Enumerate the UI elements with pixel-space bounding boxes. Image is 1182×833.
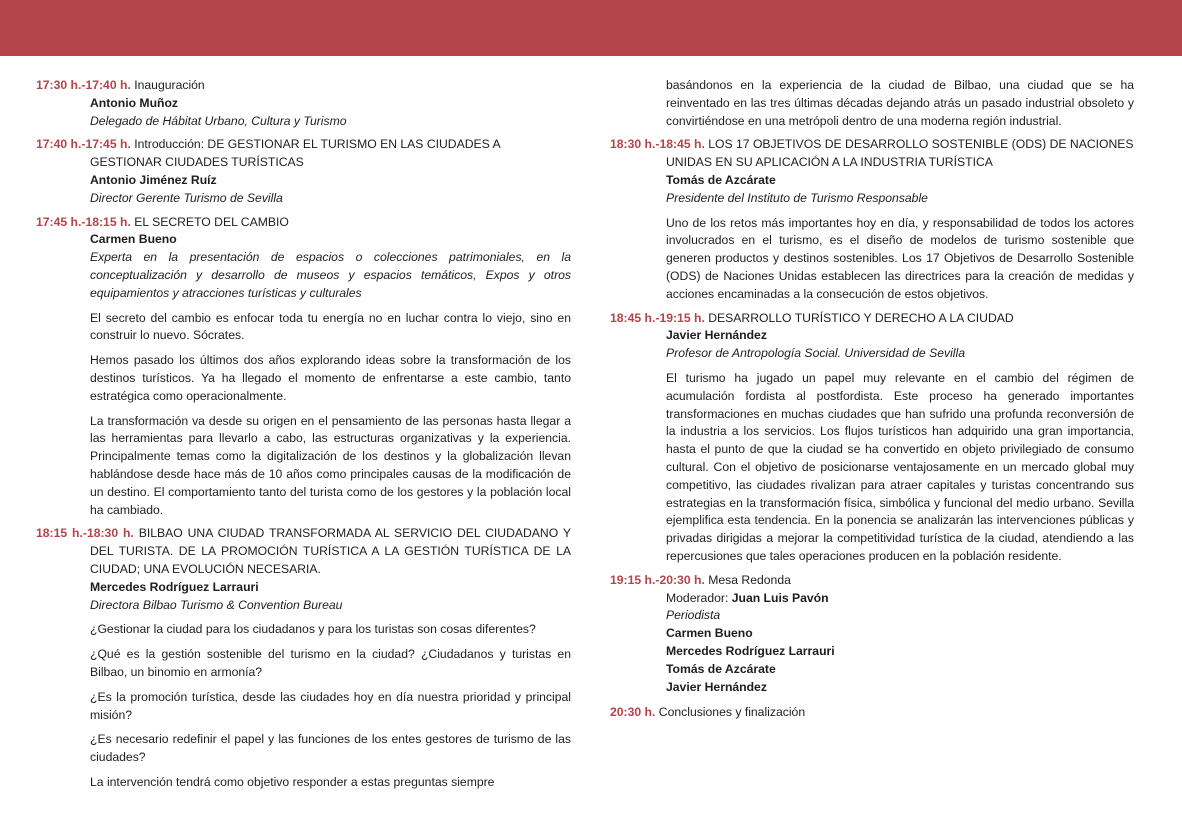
- moderator-role: Periodista: [666, 608, 721, 623]
- session-title: Inauguración: [134, 78, 205, 92]
- paragraph: El turismo ha jugado un papel muy relevante en el cambio del régimen de acumulación fordista al postfordista. Este proceso ha generado importantes transformaciones en muchas ciudades que han sufrido una profunda reconversión de la industria a los servicios. Los flujos turísticos han adquirido una gran importancia, hasta el punto de que la ciudad se ha convertido en objeto privilegiado de consumo cultural. Con el objetivo de posicionarse ventajosamente en un mercado global muy competitivo, las ciudades rivalizan para atraer capitales y turistas concentrando sus estrategias en la transformación física, simbólica y funcional del medio urbano. Sevilla ejemplifica esta tendencia. En la ponencia se analizarán las intervenciones públicas y privadas dirigidas a mejorar la competitividad turística de la ciudad, atendiendo a las repercusiones que tales operaciones producen en la población residente.: [666, 370, 1134, 563]
- session-time: 18:15 h.-18:30 h.: [36, 526, 134, 541]
- session-title: Mesa Redonda: [708, 572, 791, 587]
- session-mesa-redonda: [610, 572, 1134, 697]
- speaker-name: Antonio Jiménez Ruíz: [90, 172, 217, 187]
- session-secreto-cambio: [36, 214, 571, 520]
- session-time: 17:30 h.-17:40 h.: [36, 78, 131, 92]
- right-column: [610, 77, 1134, 728]
- participant-name: Javier Hernández: [666, 679, 767, 694]
- paragraph: La transformación va desde su origen en el pensamiento de las personas hasta llegar a las herramientas para llevarlo a cabo, las estructuras organizativas y la experiencia. Principalmente temas como la digitalización de los destinos y la globalización llevan hablándose desde hace más de 10 años como principales causas de la modificación de un destino. El comportamiento tanto del turista como de los gestores y la población local ha cambiado.: [90, 413, 571, 517]
- participant-name: Tomás de Azcárate: [666, 661, 776, 676]
- session-title: BILBAO UNA CIUDAD TRANSFORMADA AL SERVICIO DEL CIUDADANO Y DEL TURISTA. DE LA PROMOCIÓN TURÍSTICA A LA GESTIÓN TURÍSTICA DE LA CIUDAD; UNA EVOLUCIÓN NECESARIA.: [90, 526, 571, 576]
- speaker-role: Presidente del Instituto de Turismo Responsable: [666, 190, 928, 205]
- session-title: DESARROLLO TURÍSTICO Y DERECHO A LA CIUDAD: [708, 310, 1014, 325]
- moderator-label: Moderador:: [666, 590, 729, 605]
- moderator-name: Juan Luis Pavón: [731, 590, 829, 605]
- session-ods: [610, 136, 1134, 303]
- left-column: [36, 77, 571, 798]
- session-time: 17:40 h.-17:45 h.: [36, 137, 131, 152]
- participant-name: Carmen Bueno: [666, 626, 753, 641]
- session-time: 18:30 h.-18:45 h.: [610, 137, 705, 152]
- paragraph: La intervención tendrá como objetivo responder a estas preguntas siempre: [90, 774, 495, 789]
- paragraph: Hemos pasado los últimos dos años explorando ideas sobre la transformación de los destinos turísticos. Ya ha llegado el momento de enfrentarse a este cambio, tanto estratégica como operacionalmente.: [90, 353, 571, 403]
- participant-name: Mercedes Rodríguez Larrauri: [666, 643, 835, 658]
- session-title: EL SECRETO DEL CAMBIO: [134, 214, 289, 229]
- moderator-line: [666, 590, 1134, 608]
- paragraph: ¿Es necesario redefinir el papel y las funciones de los entes gestores de turismo de las ciudades?: [90, 732, 571, 765]
- session-bilbao: [36, 525, 571, 791]
- session-time: 19:15 h.-20:30 h.: [610, 572, 705, 587]
- session-title: Conclusiones y finalización: [658, 705, 806, 720]
- session-title: LOS 17 OBJETIVOS DE DESARROLLO SOSTENIBLE (ODS) DE NACIONES UNIDAS EN SU APLICACIÓN A LA INDUSTRIA TURÍSTICA: [666, 137, 1134, 170]
- session-time: 20:30 h.: [610, 705, 656, 720]
- session-derecho-ciudad: [610, 310, 1134, 566]
- speaker-role: Director Gerente Turismo de Sevilla: [90, 190, 283, 205]
- speaker-role: Profesor de Antropología Social. Universidad de Sevilla: [666, 346, 965, 361]
- speaker-name: Mercedes Rodríguez Larrauri: [90, 579, 259, 594]
- speaker-role: Directora Bilbao Turismo & Convention Bureau: [90, 597, 343, 612]
- session-time: 18:45 h.-19:15 h.: [610, 310, 705, 325]
- paragraph-continuation: basándonos en la experiencia de la ciudad de Bilbao, una ciudad que se ha reinventado en las tres últimas décadas dejando atrás un pasado industrial obsoleto y convirtiéndose en una metrópoli dentro de una moderna región industrial.: [666, 78, 1134, 128]
- session-time: 17:45 h.-18:15 h.: [36, 214, 131, 229]
- speaker-name: Carmen Bueno: [90, 232, 177, 247]
- speaker-role: Delegado de Hábitat Urbano, Cultura y Turismo: [90, 113, 347, 128]
- paragraph: ¿Gestionar la ciudad para los ciudadanos y para los turistas son cosas diferentes?: [90, 622, 536, 637]
- session-clausura: [610, 704, 1134, 722]
- session-introduccion: [36, 136, 571, 207]
- session-title: Introducción: DE GESTIONAR EL TURISMO EN LAS CIUDADES A GESTIONAR CIUDADES TURÍSTICAS: [90, 137, 500, 170]
- paragraph: El secreto del cambio es enfocar toda tu energía no en luchar contra lo viejo, sino en construir lo nuevo. Sócrates.: [90, 310, 571, 343]
- speaker-name: Tomás de Azcárate: [666, 172, 776, 187]
- paragraph: Uno de los retos más importantes hoy en día, y responsabilidad de todos los actores involucrados en el turismo, es el diseño de modelos de turismo sostenible que generen productos y destinos sostenibles. Los 17 Objetivos de Desarrollo Sostenible (ODS) de Naciones Unidas establecen las directrices para la creación de medidas y acciones encaminadas a la consecución de estos objetivos.: [666, 215, 1134, 301]
- speaker-name: Antonio Muñoz: [90, 95, 178, 110]
- session-inauguracion: [36, 77, 571, 130]
- speaker-name: Javier Hernández: [666, 328, 767, 343]
- header-bar: [0, 0, 1182, 56]
- speaker-description: Experta en la presentación de espacios o colecciones patrimoniales, en la conceptualización y desarrollo de museos y espacios temáticos, Expos y otros equipamientos y atracciones turísticas y culturales: [90, 250, 571, 300]
- paragraph: ¿Es la promoción turística, desde las ciudades hoy en día nuestra prioridad y principal misión?: [90, 689, 571, 722]
- paragraph: ¿Qué es la gestión sostenible del turismo en la ciudad? ¿Ciudadanos y turistas en Bilbao, un binomio en armonía?: [90, 647, 571, 679]
